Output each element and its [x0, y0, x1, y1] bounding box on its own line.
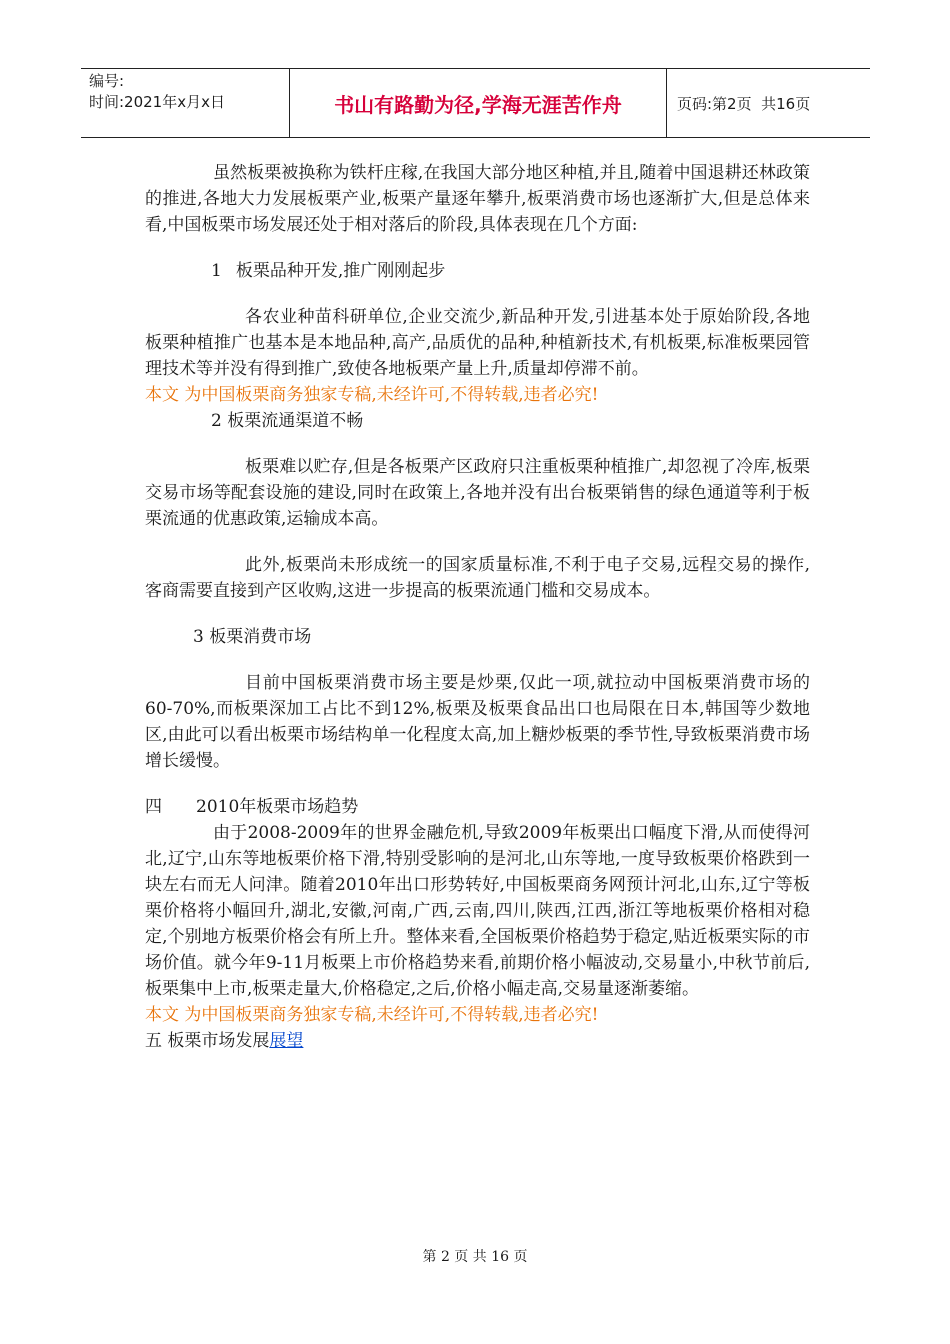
section-title-4: 2010年板栗市场趋势	[196, 797, 359, 817]
paragraph-circulation: 板栗难以贮存,但是各板栗产区政府只注重板栗种植推广,却忽视了冷库,板栗交易市场等配套设施的建设,同时在政策上,各地并没有出台板栗销售的绿色通道等利于板栗流通的优惠政策,运输成本高。	[145, 457, 810, 529]
paragraph-intro: 虽然板栗被换称为铁杆庄稼,在我国大部分地区种植,并且,随着中国退耕还林政策的推进,各地大力发展板栗产业,板栗产量逐年攀升,板栗消费市场也逐渐扩大,但是总体来看,中国板栗市场发展还处于相对落后的阶段,具体表现在几个方面:	[145, 163, 810, 235]
section-heading-1	[145, 258, 810, 284]
section-title-5: 五 板栗市场发展	[145, 1031, 270, 1051]
section-heading-5	[145, 1028, 810, 1054]
motto: 书山有路勤为径,学海无涯苦作舟	[290, 69, 667, 137]
header-table	[81, 68, 870, 138]
copyright-notice-2: 本文 为中国板栗商务独家专稿,未经许可,不得转载,违者必究!	[145, 1005, 599, 1025]
header-left-cell	[81, 69, 290, 137]
page-footer: 第 2 页 共 16 页	[422, 1249, 528, 1265]
copyright-notice-1: 本文 为中国板栗商务独家专稿,未经许可,不得转载,违者必究!	[145, 385, 599, 405]
paragraph-varieties: 各农业种苗科研单位,企业交流少,新品种开发,引进基本处于原始阶段,各地板栗种植推广也基本是本地品种,高产,品质优的品种,种植新技术,有机板栗,标准板栗园管理技术等并没有得到推广,致使各地板栗产量上升,质量却停滞不前。	[145, 307, 810, 379]
section-number-4: 四	[145, 797, 162, 817]
header-right-cell	[667, 69, 870, 137]
section-title-1: 板栗品种开发,推广刚刚起步	[235, 261, 446, 281]
paragraph-standards: 此外,板栗尚未形成统一的国家质量标准,不利于电子交易,远程交易的操作,客商需要直接到产区收购,这进一步提高的板栗流通门槛和交易成本。	[145, 555, 810, 601]
outlook-link[interactable]: 展望	[269, 1031, 304, 1051]
section-heading-3: 3 板栗消费市场	[193, 627, 312, 647]
paragraph-trend: 由于2008-2009年的世界金融危机,导致2009年板栗出口幅度下滑,从而使得河北,辽宁,山东等地板栗价格下滑,特别受影响的是河北,山东等地,一度导致板栗价格跌到一块左右而无人问津。随着2010年出口形势转好,中国板栗商务网预计河北,山东,辽宁等板栗价格将小幅回升,湖北,安徽,河南,广西,云南,四川,陕西,江西,浙江等地板栗价格相对稳定,个别地方板栗价格会有所上升。整体来看,全国板栗价格趋势于稳定,贴近板栗实际的市场价值。就今年9-11月板栗上市价格趋势来看,前期价格小幅波动,交易量小,中秋节前后,板栗集中上市,板栗走量大,价格稳定,之后,价格小幅走高,交易量逐渐萎缩。	[145, 823, 810, 999]
section-number-1: 1	[211, 261, 222, 281]
serial-label: 编号:	[89, 72, 125, 90]
time-label: 时间:2021年x月x日	[89, 93, 225, 111]
paragraph-consumption: 目前中国板栗消费市场主要是炒栗,仅此一项,就拉动中国板栗消费市场的60-70%,而板栗深加工占比不到12%,板栗及板栗食品出口也局限在日本,韩国等少数地区,由此可以看出板栗市场结构单一化程度太高,加上糖炒板栗的季节性,导致板栗消费市场增长缓慢。	[145, 673, 811, 771]
body-content	[145, 160, 810, 1054]
section-heading-4	[145, 794, 810, 820]
page-info: 页码:第2页 共16页	[677, 94, 811, 113]
section-heading-2: 2 板栗流通渠道不畅	[211, 411, 364, 431]
